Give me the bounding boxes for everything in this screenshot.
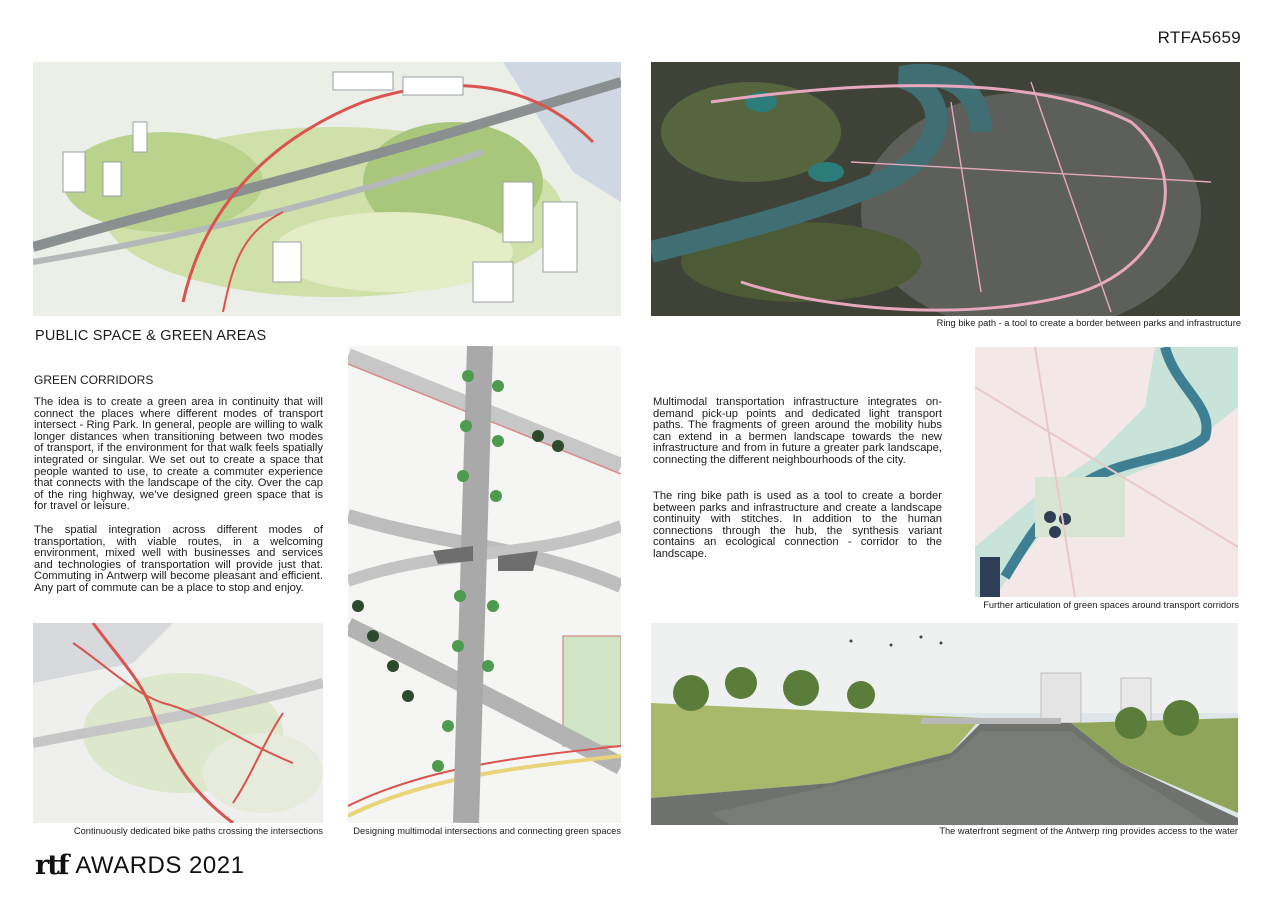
rtf-awards-logo	[35, 852, 244, 879]
bike-paths-map-image	[33, 623, 323, 823]
right-paragraph-2: The ring bike path is used as a tool to create a border between parks and infrastructure and create a landscape continuity with stitches. In addition to the human connections through the hub, the synthesis variant contains an ecological connection - corridor to the landscape.	[653, 490, 942, 560]
project-code: RTFA5659	[1157, 28, 1241, 47]
designing-caption: Designing multimodal intersections and connecting green spaces	[353, 826, 621, 836]
green-corridors-heading: GREEN CORRIDORS	[34, 373, 154, 387]
right-paragraph-1: Multimodal transportation infrastructure integrates on-demand pick-up points and dedicated light transport paths. The fragments of green around the mobility hubs can extend in a bermen landscape towards the new infrastructure and from in future a greater park landscape, connecting the different neighbourhoods of the city.	[653, 396, 942, 466]
awards-title: AWARDS 2021	[75, 851, 245, 879]
rtf-logo-mark: rtf	[35, 850, 68, 881]
intersection-plan-image	[348, 346, 621, 823]
waterfront-caption: The waterfront segment of the Antwerp ring provides access to the water	[939, 826, 1238, 836]
bike-paths-caption: Continuously dedicated bike paths crossing the intersections	[73, 826, 323, 836]
left-paragraph-1: The idea is to create a green area in continuity that will connect the places where different modes of transport intersect - Ring Park. In general, people are willing to walk longer distances when transitioning between two modes of transport, if the environment for that walk feels spatially integrated or singular. We set out to create a space that people wanted to use, to create a commuter experience that connects with the landscape of the city. Over the cap of the ring highway, we’ve designed green space that is for travel or leisure.	[34, 396, 323, 513]
aerial-sketch-image	[33, 62, 621, 316]
ring-bike-caption: Ring bike path - a tool to create a border between parks and infrastructure	[936, 318, 1241, 328]
satellite-map-image	[651, 62, 1240, 316]
green-spaces-map-image	[975, 347, 1238, 597]
left-paragraph-2: The spatial integration across different modes of transportation, with viable routes, in a welcoming environment, mixed well with businesses and services and technologies of transportation will provide just that. Commuting in Antwerp will become pleasant and efficient. Any part of commute can be a place to stop and enjoy.	[34, 524, 323, 594]
waterfront-render-image	[651, 623, 1238, 825]
section-title: PUBLIC SPACE & GREEN AREAS	[35, 328, 267, 344]
further-articulation-caption: Further articulation of green spaces around transport corridors	[983, 600, 1239, 610]
